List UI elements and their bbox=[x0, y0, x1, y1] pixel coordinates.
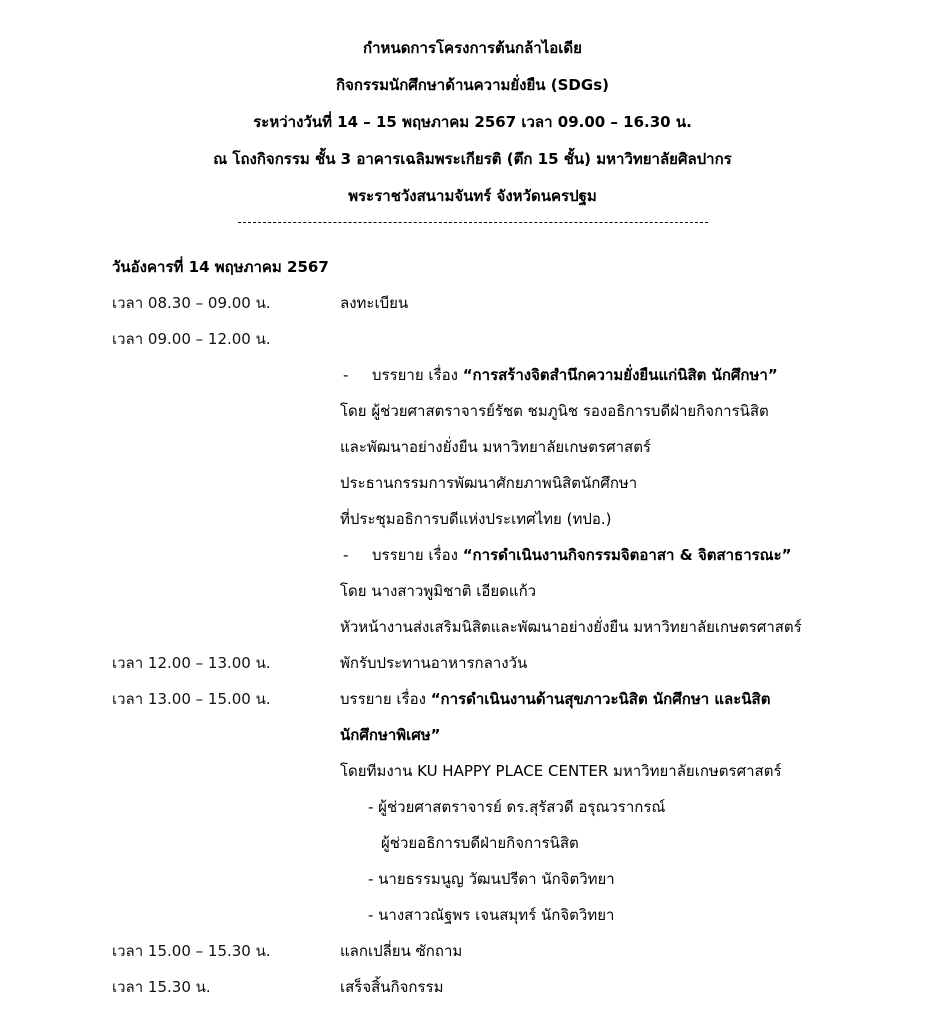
speaker-line: โดยทีมงาน KU HAPPY PLACE CENTER มหาวิทยาลัยเกษตรศาสตร์ bbox=[340, 762, 782, 780]
talk-title: “การดำเนินงานกิจกรรมจิตอาสา & จิตสาธารณะ” bbox=[462, 546, 792, 564]
talk-title: “การสร้างจิตสำนึกความยั่งยืนแก่นิสิต นักศึกษา” bbox=[462, 366, 778, 384]
talk-title: “การดำเนินงานด้านสุขภาวะนิสิต นักศึกษา และนิสิต bbox=[430, 690, 771, 708]
talk-heading bbox=[340, 690, 770, 708]
bullet: - bbox=[343, 366, 349, 384]
speaker-line: และพัฒนาอย่างยั่งยืน มหาวิทยาลัยเกษตรศาสตร์ bbox=[340, 438, 651, 456]
talk-heading bbox=[372, 366, 778, 384]
talk-prefix: บรรยาย เรื่อง bbox=[372, 546, 463, 564]
time-slot: เวลา 08.30 – 09.00 น. bbox=[112, 294, 271, 312]
activity: ลงทะเบียน bbox=[340, 294, 409, 312]
activity: แลกเปลี่ยน ซักถาม bbox=[340, 942, 463, 960]
speaker-item: - นางสาวณัฐพร เจนสมุทร์ นักจิตวิทยา bbox=[368, 906, 615, 924]
speaker-line: โดย ผู้ช่วยศาสตราจารย์รัชต ชมภูนิช รองอธิการบดีฝ่ายกิจการนิสิต bbox=[340, 402, 769, 420]
talk-prefix: บรรยาย เรื่อง bbox=[372, 366, 463, 384]
speaker-item: - ผู้ช่วยศาสตราจารย์ ดร.สุรัสวดี อรุณวรากรณ์ bbox=[368, 798, 666, 816]
speaker-line: ประธานกรรมการพัฒนาศักยภาพนิสิตนักศึกษา bbox=[340, 474, 638, 492]
time-slot: เวลา 09.00 – 12.00 น. bbox=[112, 330, 271, 348]
speaker-line: หัวหน้างานส่งเสริมนิสิตและพัฒนาอย่างยั่งยืน มหาวิทยาลัยเกษตรศาสตร์ bbox=[340, 618, 802, 636]
activity: เสร็จสิ้นกิจกรรม bbox=[340, 978, 444, 996]
bullet: - bbox=[343, 546, 349, 564]
time-slot: เวลา 12.00 – 13.00 น. bbox=[112, 654, 271, 672]
speaker-role: ผู้ช่วยอธิการบดีฝ่ายกิจการนิสิต bbox=[381, 834, 579, 852]
speaker-line: ที่ประชุมอธิการบดีแห่งประเทศไทย (ทปอ.) bbox=[340, 510, 612, 528]
header-title: กำหนดการโครงการต้นกล้าไอเดีย bbox=[363, 39, 582, 57]
header-date: ระหว่างวันที่ 14 – 15 พฤษภาคม 2567 เวลา 09.00 – 16.30 น. bbox=[253, 113, 692, 131]
header-location: พระราชวังสนามจันทร์ จังหวัดนครปฐม bbox=[348, 187, 597, 205]
divider-line bbox=[238, 222, 708, 223]
time-slot: เวลา 15.30 น. bbox=[112, 978, 211, 996]
time-slot: เวลา 13.00 – 15.00 น. bbox=[112, 690, 271, 708]
header-venue: ณ โถงกิจกรรม ชั้น 3 อาคารเฉลิมพระเกียรติ (ตึก 15 ชั้น) มหาวิทยาลัยศิลปากร bbox=[213, 150, 732, 168]
speaker-line: โดย นางสาวพูมิชาติ เอียดแก้ว bbox=[340, 582, 537, 600]
talk-prefix: บรรยาย เรื่อง bbox=[340, 690, 431, 708]
day-title: วันอังคารที่ 14 พฤษภาคม 2567 bbox=[112, 258, 329, 276]
talk-heading bbox=[372, 546, 792, 564]
time-slot: เวลา 15.00 – 15.30 น. bbox=[112, 942, 271, 960]
header-subtitle: กิจกรรมนักศึกษาด้านความยั่งยืน (SDGs) bbox=[336, 76, 609, 94]
activity: พักรับประทานอาหารกลางวัน bbox=[340, 654, 528, 672]
speaker-item: - นายธรรมนูญ วัฒนปรีดา นักจิตวิทยา bbox=[368, 870, 615, 888]
talk-title-continued: นักศึกษาพิเศษ” bbox=[340, 726, 441, 744]
